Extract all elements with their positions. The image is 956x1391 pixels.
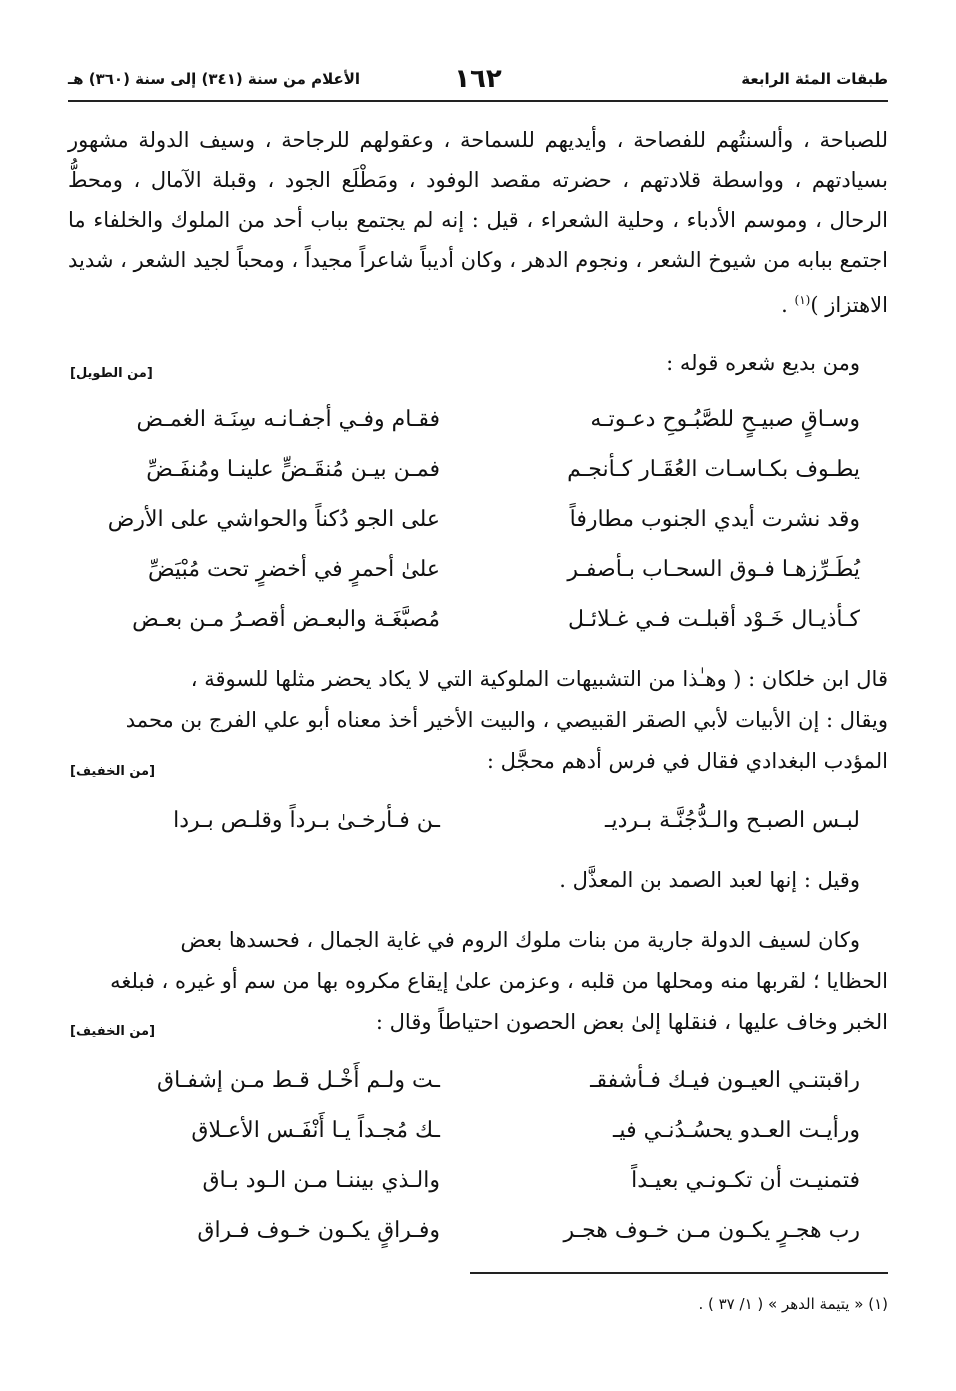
poem1-verse-2 xyxy=(68,457,888,505)
footnote-text: « يتيمة الدهر » ( ١/ ٣٧ ) . xyxy=(698,1295,864,1313)
poem1-verse-5 xyxy=(68,607,888,655)
period-title: الأعلام من سنة (٣٤١) إلى سنة (٣٦٠) هـ xyxy=(68,70,361,88)
poem1-intro: ومن بديع شعره قوله : xyxy=(666,351,860,375)
story-line-2 xyxy=(68,969,888,1009)
poem3-meter: [من الخفيف] xyxy=(70,1024,156,1039)
verse-first-hemistich: فتمنيـت أن تكـونـي بعيـداً xyxy=(631,1168,860,1193)
verse-second-hemistich: وفـراقٍ يكـون خـوف فـراق xyxy=(197,1218,440,1243)
verse-first-hemistich: يُطَـرِّزهـا فـوق السحـاب بـأصفـر xyxy=(567,557,860,582)
footnote-number: (١) xyxy=(868,1295,888,1313)
quote-text: المؤدب البغدادي فقال في فرس أدهم محجَّل : xyxy=(486,749,888,773)
verse-first-hemistich: يطـوف بكـاسـات العُقَـار كـأنجـم xyxy=(567,457,860,482)
section-title: طبقات المئة الرابعة xyxy=(741,70,888,88)
ibn-khallikan-line-3 xyxy=(68,749,888,789)
poem1-verse-1 xyxy=(68,407,888,455)
verse-first-hemistich: لبـس الصبـح والـدُّجُنَّـة بـرديـ xyxy=(605,808,860,833)
story-text: الحظايا ؛ لقربها منه ومحلها من قلبه ، وعزمن علىٰ إيقاع مكروه بها من سم أو غيره ، فبلغه xyxy=(110,969,888,993)
verse-second-hemistich: ـك مُجـداً يـا أَنْفَـس الأعـلاق xyxy=(191,1118,440,1143)
poem3-verse-1 xyxy=(68,1068,888,1116)
intro-paragraph xyxy=(68,120,888,325)
footnote xyxy=(698,1295,888,1313)
quote-text: ويقال : إن الأبيات لأبي الصقر القبيصي ، والبيت الأخير أخذ معناه أبو علي الفرج بن محمد xyxy=(125,708,888,732)
attribution-line xyxy=(68,868,888,908)
poem3-verse-4 xyxy=(68,1218,888,1266)
verse-first-hemistich: وسـاقٍ صبيـحٍ للصَّبُـوحِ دعـوتـه xyxy=(590,407,860,432)
verse-second-hemistich: ـت ولـم أَخْـل قـط مـن إشفـاق xyxy=(157,1068,440,1093)
poem2-meter: [من الخفيف] xyxy=(70,764,156,779)
verse-first-hemistich: ورأيـت العـدو يحسُـدُنـي فيـ xyxy=(612,1118,860,1143)
poem3-verse-3 xyxy=(68,1168,888,1216)
story-text: الخبر وخاف عليها ، فنقلها إلىٰ بعض الحصون احتياطاً وقال : xyxy=(375,1010,888,1034)
poem1-meter: [من الطويل] xyxy=(70,366,153,381)
story-line-3 xyxy=(68,1010,888,1050)
story-line-1 xyxy=(68,928,888,968)
verse-second-hemistich: علىٰ أحمرٍ في أخضرٍ تحت مُبْيَضِّ xyxy=(147,557,440,582)
verse-first-hemistich: كـأذيـال خَـوْد أقبلـت فـي غـلائـل xyxy=(567,607,860,632)
quote-text: قال ابن خلكان : ( وهـٰذا من التشبيهات الملوكية التي لا يكاد يحضر مثلها للسوقة ، xyxy=(190,667,888,691)
intro-end: . xyxy=(781,293,795,317)
verse-first-hemistich: رب هجـرٍ يكـون مـن خـوف هجـر xyxy=(563,1218,860,1243)
poem3-verse-2 xyxy=(68,1118,888,1166)
poem1-intro-line xyxy=(68,351,888,391)
attribution: وقيل : إنها لعبد الصمد بن المعذَّل . xyxy=(559,868,860,892)
verse-second-hemistich: والـذي بيننـا مـن الـود بـاق xyxy=(202,1168,440,1193)
verse-first-hemistich: راقبتنـي العيـون فيـك فـأشفقـ xyxy=(590,1068,860,1093)
footnote-divider xyxy=(470,1272,888,1274)
verse-second-hemistich: ـن فـأرخـىٰ بـرداً وقلـص بـردا xyxy=(173,808,440,833)
page-number: ١٦٢ xyxy=(454,64,502,94)
verse-first-hemistich: وقد نشرت أيدي الجنوب مطارفاً xyxy=(569,507,860,532)
poem2-verse-1 xyxy=(68,808,888,856)
verse-second-hemistich: فمـن بيـن مُنقَـضٍّ علينـا ومُنفَـضِّ xyxy=(146,457,440,482)
verse-second-hemistich: على الجو دُكناً والحواشي على الأرض xyxy=(107,507,440,532)
ibn-khallikan-line-1 xyxy=(68,667,888,707)
poem1-verse-3 xyxy=(68,507,888,555)
poem1-verse-4 xyxy=(68,557,888,605)
running-header xyxy=(68,66,888,102)
ibn-khallikan-line-2 xyxy=(68,708,888,748)
story-text: وكان لسيف الدولة جارية من بنات ملوك الروم في غاية الجمال ، فحسدها بعض xyxy=(180,928,860,952)
verse-second-hemistich: مُصبَّغَـة والبعـض أقصـرُ مـن بعـض xyxy=(132,607,440,632)
verse-second-hemistich: فقـام وفـي أجفـانـه سِنَـة الغمـض xyxy=(136,407,440,432)
intro-text: للصباحة ، وألسنتُهم للفصاحة ، وأيديهم للسماحة ، وعقولهم للرجاحة ، وسيف الدولة مشهور بسيادتهم ، وواسطة قلادتهم ، حضرته مقصد الوفود ، ومَطْلَع الجود ، وقبلة الآمال ، ومحطُّ الرحال ، وموسم الأدباء ، وحلية الشعراء ، قيل : إنه لم يجتمع بباب أحد من الملوك والخلفاء ما اجتمع ببابه من شيوخ الشعر ، ونجوم الدهر ، وكان أديباً شاعراً مجيداً ، ومحباً لجيد الشعر ، شديد الاهتزاز ) xyxy=(68,128,888,317)
footnote-ref: (١) xyxy=(794,293,811,307)
